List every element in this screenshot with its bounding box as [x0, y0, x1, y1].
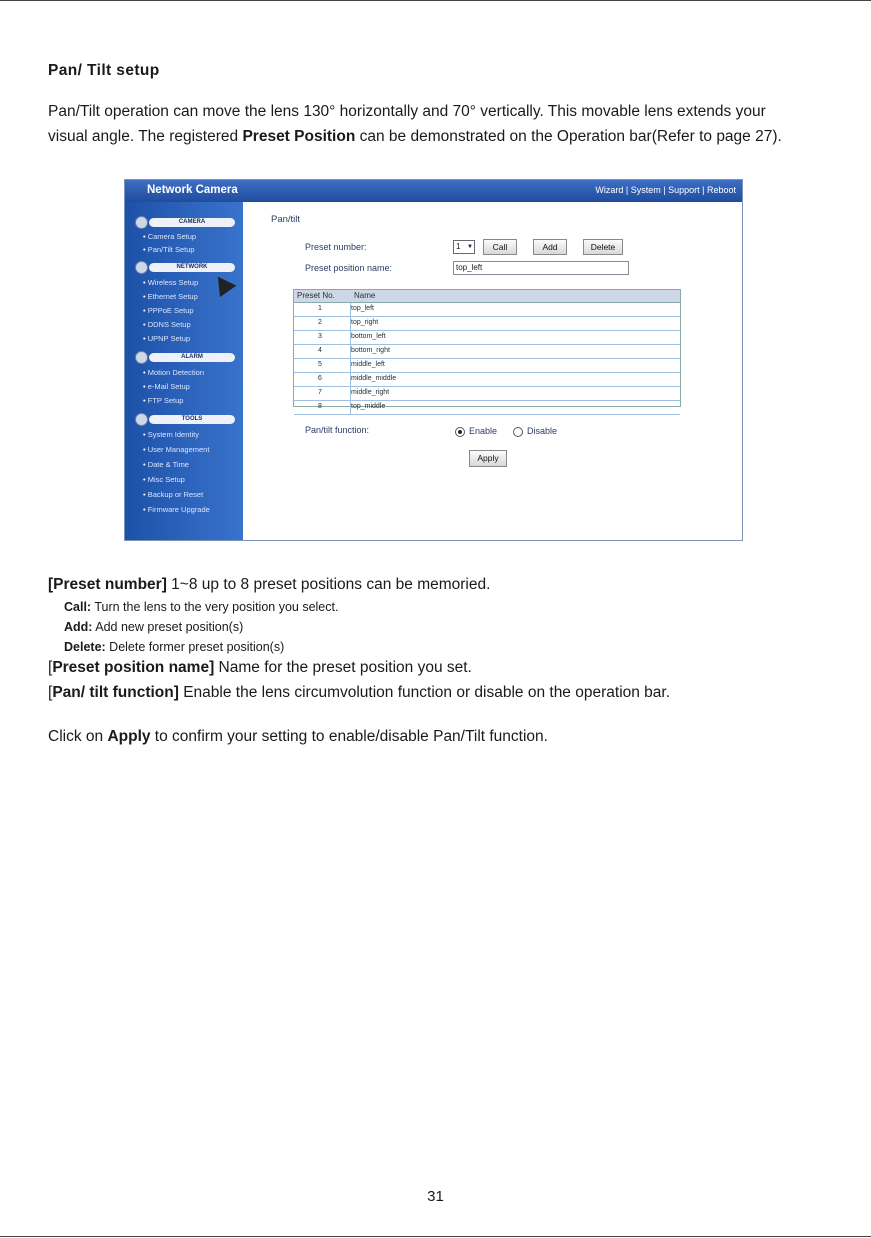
preset-name: top_middle [351, 403, 386, 410]
term-delete: Delete: [64, 640, 106, 654]
table-row[interactable] [294, 387, 680, 401]
preset-name: middle_left [351, 361, 385, 368]
pan-tilt-panel [243, 202, 742, 540]
preset-number-label: Preset number: [305, 242, 367, 252]
desc-text: Enable the lens circumvolution function or disable on the operation bar. [178, 684, 671, 701]
intro-paragraph [48, 99, 848, 149]
sidebar-item-ethernet-setup[interactable]: • Ethernet Setup [143, 292, 198, 301]
preset-no: 7 [318, 389, 322, 396]
sidebar-section-label: ALARM [149, 353, 235, 362]
enable-label: Enable [469, 426, 498, 436]
panel-title: Pan/tilt [271, 214, 301, 225]
desc-text: Delete former preset position(s) [105, 640, 285, 654]
pan-tilt-function-label: Pan/tilt function: [305, 425, 370, 435]
sidebar-item-misc-setup[interactable]: • Misc Setup [143, 475, 185, 484]
alarm-icon [135, 351, 148, 364]
delete-button[interactable]: Delete [583, 239, 623, 255]
desc-text: Add new preset position(s) [92, 620, 244, 634]
sidebar-item-pan-tilt-setup[interactable]: • Pan/Tilt Setup [143, 245, 195, 254]
sidebar-item-backup-reset[interactable]: • Backup or Reset [143, 490, 203, 499]
preset-table [293, 289, 681, 410]
desc-preset-number [48, 576, 490, 594]
desc-text: Name for the preset position you set. [214, 659, 472, 676]
desc-add [64, 620, 243, 634]
network-icon [135, 261, 148, 274]
bracket: [ [48, 659, 53, 676]
preset-name: bottom_left [351, 333, 386, 340]
term-preset-name: Preset position name] [52, 659, 215, 676]
intro-preset-position: Preset Position [242, 128, 356, 145]
sidebar-item-system-identity[interactable]: • System Identity [143, 430, 199, 439]
top-rule [0, 0, 871, 1]
desc-prefix: Click on [48, 728, 108, 745]
preset-no: 1 [318, 305, 322, 312]
desc-preset-name [48, 659, 472, 677]
preset-name: top_left [351, 305, 374, 312]
desc-text: Turn the lens to the very position you select. [91, 600, 339, 614]
preset-name: middle_right [351, 389, 390, 396]
sidebar-item-email-setup[interactable]: • e-Mail Setup [143, 382, 190, 391]
sidebar-section-label: NETWORK [149, 263, 235, 272]
disable-radio[interactable] [513, 427, 523, 437]
table-header [294, 290, 680, 303]
apply-button[interactable]: Apply [469, 450, 507, 467]
term-pan-tilt-function: Pan/ tilt function] [52, 684, 179, 701]
camera-header-bar [125, 180, 742, 202]
table-row[interactable] [294, 401, 680, 415]
desc-text: to confirm your setting to enable/disable Pan/Tilt function. [150, 728, 548, 745]
sidebar-item-firmware-upgrade[interactable]: • Firmware Upgrade [143, 505, 210, 514]
page-number: 31 [427, 1188, 444, 1205]
desc-delete [64, 640, 284, 654]
section-title: Pan/ Tilt setup [48, 62, 160, 79]
sidebar-item-motion-detection[interactable]: • Motion Detection [143, 368, 204, 377]
bracket: [ [48, 684, 53, 701]
term-call: Call: [64, 600, 92, 614]
sidebar-section-label: TOOLS [149, 415, 235, 424]
sidebar-item-pppoe-setup[interactable]: • PPPoE Setup [143, 306, 194, 315]
pan-tilt-screenshot [124, 179, 743, 541]
sidebar-section-label: CAMERA [149, 218, 235, 227]
term-add: Add: [64, 620, 93, 634]
sidebar-item-upnp-setup[interactable]: • UPNP Setup [143, 334, 190, 343]
brand-title: Network Camera [147, 184, 238, 196]
sidebar-item-camera-setup[interactable]: • Camera Setup [143, 232, 196, 241]
term-apply: Apply [107, 728, 151, 745]
enable-radio[interactable] [455, 427, 465, 437]
intro-line1: Pan/Tilt operation can move the lens 130° horizontally and 70° vertically. This movable lens extends your [48, 103, 766, 120]
table-row[interactable] [294, 373, 680, 387]
intro-line2-suffix: can be demonstrated on the Operation bar(Refer to page 27). [355, 128, 782, 145]
add-button[interactable]: Add [533, 239, 567, 255]
disable-label: Disable [527, 426, 558, 436]
desc-apply [48, 728, 548, 746]
column-header-preset-no: Preset No. [297, 291, 335, 300]
preset-name: bottom_right [351, 347, 390, 354]
preset-no: 3 [318, 333, 322, 340]
sidebar-item-user-management[interactable]: • User Management [143, 445, 209, 454]
mouse-cursor-icon [210, 271, 237, 297]
desc-pan-tilt-function [48, 684, 670, 702]
camera-icon [135, 216, 148, 229]
column-header-name: Name [354, 291, 376, 300]
table-row[interactable] [294, 359, 680, 373]
preset-no: 2 [318, 319, 322, 326]
sidebar-item-date-time[interactable]: • Date & Time [143, 460, 189, 469]
sidebar [125, 202, 243, 541]
intro-line2-prefix: visual angle. The registered [48, 128, 243, 145]
preset-name: top_right [351, 319, 379, 326]
sidebar-item-ddns-setup[interactable]: • DDNS Setup [143, 320, 191, 329]
top-links[interactable]: Wizard | System | Support | Reboot [595, 185, 736, 195]
desc-call [64, 600, 338, 614]
desc-text: 1~8 up to 8 preset positions can be memoried. [166, 576, 491, 593]
call-button[interactable]: Call [483, 239, 517, 255]
preset-no: 4 [318, 347, 322, 354]
preset-name: middle_middle [351, 375, 397, 382]
table-row[interactable] [294, 331, 680, 345]
preset-no: 5 [318, 361, 322, 368]
term-preset-number: [Preset number] [48, 576, 167, 593]
preset-no: 6 [318, 375, 322, 382]
sidebar-item-wireless-setup[interactable]: • Wireless Setup [143, 278, 198, 287]
table-row[interactable] [294, 317, 680, 331]
preset-no: 8 [318, 403, 322, 410]
table-row[interactable] [294, 345, 680, 359]
bottom-rule [0, 1236, 871, 1237]
preset-number-select[interactable]: 1 ▼ [453, 240, 475, 254]
sidebar-item-ftp-setup[interactable]: • FTP Setup [143, 396, 183, 405]
preset-name-input[interactable]: top_left [453, 261, 629, 275]
preset-name-label: Preset position name: [305, 263, 393, 273]
table-row[interactable] [294, 303, 680, 317]
tools-icon [135, 413, 148, 426]
